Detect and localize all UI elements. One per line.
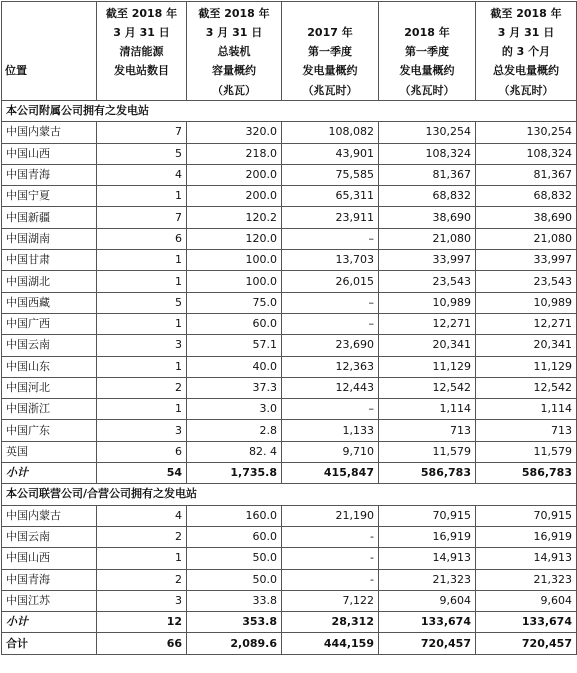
- cell-capacity: 200.0: [187, 186, 282, 207]
- cell-station-count: 2: [97, 526, 187, 547]
- cell-gen-2018-q1: 14,913: [379, 548, 476, 569]
- cell-gen-2017-q1: 108,082: [282, 122, 379, 143]
- cell-capacity: 120.2: [187, 207, 282, 228]
- table-row: [2, 420, 577, 441]
- cell-gen-2018-q1: 130,254: [379, 122, 476, 143]
- cell-gen-3month-total: 16,919: [476, 526, 577, 547]
- cell-gen-2018-q1: 720,457: [379, 633, 476, 654]
- unit-empty: [2, 82, 97, 101]
- cell-gen-2017-q1: –: [282, 399, 379, 420]
- cell-gen-3month-total: 11,579: [476, 441, 577, 462]
- cell-gen-2017-q1: -: [282, 548, 379, 569]
- cell-location: 中国湖北: [2, 271, 97, 292]
- cell-station-count: 1: [97, 548, 187, 569]
- header-2017-q1: 2017 年 第一季度 发电量概约: [282, 2, 379, 83]
- cell-gen-2017-q1: 23,911: [282, 207, 379, 228]
- cell-location: 中国内蒙古: [2, 122, 97, 143]
- cell-capacity: 120.0: [187, 228, 282, 249]
- cell-station-count: 66: [97, 633, 187, 654]
- cell-gen-2017-q1: 444,159: [282, 633, 379, 654]
- cell-location: 中国云南: [2, 526, 97, 547]
- cell-gen-2018-q1: 23,543: [379, 271, 476, 292]
- cell-gen-3month-total: 713: [476, 420, 577, 441]
- table-row: [2, 228, 577, 249]
- table-row: [2, 250, 577, 271]
- table-row: [2, 335, 577, 356]
- cell-gen-2017-q1: 9,710: [282, 441, 379, 462]
- cell-gen-2018-q1: 16,919: [379, 526, 476, 547]
- section-title: 本公司联营公司/合营公司拥有之发电站: [2, 484, 577, 505]
- cell-station-count: 3: [97, 590, 187, 611]
- cell-station-count: 1: [97, 356, 187, 377]
- cell-location: 中国江苏: [2, 590, 97, 611]
- cell-gen-2018-q1: 713: [379, 420, 476, 441]
- cell-location: 中国山西: [2, 143, 97, 164]
- cell-gen-3month-total: 33,997: [476, 250, 577, 271]
- cell-capacity: 50.0: [187, 548, 282, 569]
- cell-location: 英国: [2, 441, 97, 462]
- cell-station-count: 12: [97, 612, 187, 633]
- cell-gen-2018-q1: 33,997: [379, 250, 476, 271]
- cell-gen-2017-q1: 23,690: [282, 335, 379, 356]
- cell-capacity: 60.0: [187, 313, 282, 334]
- cell-gen-3month-total: 1,114: [476, 399, 577, 420]
- cell-gen-2018-q1: 12,542: [379, 377, 476, 398]
- cell-gen-3month-total: 11,129: [476, 356, 577, 377]
- cell-gen-2018-q1: 10,989: [379, 292, 476, 313]
- cell-gen-3month-total: 9,604: [476, 590, 577, 611]
- cell-location: 中国广西: [2, 313, 97, 334]
- header-row: [2, 2, 577, 83]
- table-row: [2, 143, 577, 164]
- cell-capacity: 3.0: [187, 399, 282, 420]
- cell-station-count: 1: [97, 186, 187, 207]
- cell-location: 中国云南: [2, 335, 97, 356]
- cell-location: 小计: [2, 612, 97, 633]
- cell-capacity: 82. 4: [187, 441, 282, 462]
- cell-capacity: 60.0: [187, 526, 282, 547]
- cell-gen-2018-q1: 1,114: [379, 399, 476, 420]
- cell-location: 中国青海: [2, 569, 97, 590]
- cell-station-count: 7: [97, 122, 187, 143]
- cell-gen-2017-q1: 13,703: [282, 250, 379, 271]
- cell-capacity: 57.1: [187, 335, 282, 356]
- cell-gen-2018-q1: 108,324: [379, 143, 476, 164]
- cell-capacity: 160.0: [187, 505, 282, 526]
- cell-gen-3month-total: 70,915: [476, 505, 577, 526]
- header-location: 位置: [2, 2, 97, 83]
- subtotal-row: [2, 612, 577, 633]
- cell-gen-2018-q1: 21,323: [379, 569, 476, 590]
- table-row: [2, 441, 577, 462]
- cell-gen-3month-total: 10,989: [476, 292, 577, 313]
- table-row: [2, 505, 577, 526]
- cell-station-count: 5: [97, 143, 187, 164]
- cell-gen-3month-total: 81,367: [476, 164, 577, 185]
- cell-gen-2017-q1: -: [282, 569, 379, 590]
- cell-gen-3month-total: 720,457: [476, 633, 577, 654]
- cell-location: 合计: [2, 633, 97, 654]
- cell-capacity: 75.0: [187, 292, 282, 313]
- cell-capacity: 40.0: [187, 356, 282, 377]
- cell-capacity: 100.0: [187, 271, 282, 292]
- cell-location: 小计: [2, 463, 97, 484]
- table-row: [2, 271, 577, 292]
- cell-station-count: 1: [97, 399, 187, 420]
- cell-gen-2017-q1: -: [282, 526, 379, 547]
- cell-location: 中国宁夏: [2, 186, 97, 207]
- table-row: [2, 164, 577, 185]
- cell-location: 中国山西: [2, 548, 97, 569]
- cell-gen-3month-total: 14,913: [476, 548, 577, 569]
- cell-location: 中国湖南: [2, 228, 97, 249]
- cell-gen-2017-q1: 26,015: [282, 271, 379, 292]
- cell-gen-3month-total: 21,080: [476, 228, 577, 249]
- cell-gen-3month-total: 586,783: [476, 463, 577, 484]
- cell-capacity: 353.8: [187, 612, 282, 633]
- cell-location: 中国河北: [2, 377, 97, 398]
- header-2018-q1: 2018 年 第一季度 发电量概约: [379, 2, 476, 83]
- cell-station-count: 3: [97, 420, 187, 441]
- cell-station-count: 3: [97, 335, 187, 356]
- cell-gen-3month-total: 130,254: [476, 122, 577, 143]
- unit-empty: [97, 82, 187, 101]
- cell-gen-3month-total: 12,542: [476, 377, 577, 398]
- cell-station-count: 7: [97, 207, 187, 228]
- cell-station-count: 54: [97, 463, 187, 484]
- cell-location: 中国山东: [2, 356, 97, 377]
- cell-gen-2017-q1: 21,190: [282, 505, 379, 526]
- cell-location: 中国甘肃: [2, 250, 97, 271]
- cell-station-count: 2: [97, 377, 187, 398]
- cell-gen-3month-total: 68,832: [476, 186, 577, 207]
- cell-station-count: 1: [97, 271, 187, 292]
- cell-location: 中国西藏: [2, 292, 97, 313]
- cell-capacity: 33.8: [187, 590, 282, 611]
- cell-gen-2018-q1: 12,271: [379, 313, 476, 334]
- table-row: [2, 186, 577, 207]
- table-row: [2, 122, 577, 143]
- cell-gen-3month-total: 23,543: [476, 271, 577, 292]
- cell-gen-3month-total: 20,341: [476, 335, 577, 356]
- cell-gen-2018-q1: 586,783: [379, 463, 476, 484]
- table-row: [2, 569, 577, 590]
- cell-gen-3month-total: 38,690: [476, 207, 577, 228]
- cell-gen-2017-q1: 7,122: [282, 590, 379, 611]
- cell-gen-2017-q1: 12,363: [282, 356, 379, 377]
- cell-capacity: 50.0: [187, 569, 282, 590]
- subtotal-row: [2, 463, 577, 484]
- cell-gen-3month-total: 12,271: [476, 313, 577, 334]
- cell-gen-2017-q1: –: [282, 228, 379, 249]
- cell-capacity: 200.0: [187, 164, 282, 185]
- cell-gen-2017-q1: 75,585: [282, 164, 379, 185]
- unit-3month-total: （兆瓦时）: [476, 82, 577, 101]
- cell-location: 中国浙江: [2, 399, 97, 420]
- table-row: [2, 548, 577, 569]
- cell-gen-2017-q1: –: [282, 292, 379, 313]
- cell-gen-3month-total: 108,324: [476, 143, 577, 164]
- cell-gen-2018-q1: 81,367: [379, 164, 476, 185]
- cell-station-count: 4: [97, 164, 187, 185]
- table-row: [2, 313, 577, 334]
- unit-capacity: （兆瓦）: [187, 82, 282, 101]
- cell-gen-2018-q1: 68,832: [379, 186, 476, 207]
- cell-station-count: 4: [97, 505, 187, 526]
- cell-capacity: 1,735.8: [187, 463, 282, 484]
- cell-gen-2018-q1: 20,341: [379, 335, 476, 356]
- cell-gen-2018-q1: 133,674: [379, 612, 476, 633]
- table-row: [2, 399, 577, 420]
- cell-station-count: 6: [97, 441, 187, 462]
- cell-station-count: 5: [97, 292, 187, 313]
- header-station-count: 截至 2018 年 3 月 31 日 清洁能源 发电站数目: [97, 2, 187, 83]
- cell-station-count: 1: [97, 313, 187, 334]
- cell-capacity: 2.8: [187, 420, 282, 441]
- table-row: [2, 292, 577, 313]
- cell-gen-2018-q1: 38,690: [379, 207, 476, 228]
- cell-gen-3month-total: 133,674: [476, 612, 577, 633]
- cell-gen-2017-q1: 43,901: [282, 143, 379, 164]
- cell-gen-3month-total: 21,323: [476, 569, 577, 590]
- cell-location: 中国青海: [2, 164, 97, 185]
- cell-station-count: 2: [97, 569, 187, 590]
- table-row: [2, 356, 577, 377]
- header-3month-total: 截至 2018 年 3 月 31 日 的 3 个月 总发电量概约: [476, 2, 577, 83]
- cell-gen-2017-q1: 28,312: [282, 612, 379, 633]
- unit-2017-q1: （兆瓦时）: [282, 82, 379, 101]
- cell-capacity: 100.0: [187, 250, 282, 271]
- cell-gen-2018-q1: 21,080: [379, 228, 476, 249]
- table-row: [2, 377, 577, 398]
- cell-station-count: 1: [97, 250, 187, 271]
- cell-gen-2018-q1: 9,604: [379, 590, 476, 611]
- table-row: [2, 207, 577, 228]
- cell-gen-2018-q1: 11,129: [379, 356, 476, 377]
- cell-capacity: 320.0: [187, 122, 282, 143]
- cell-location: 中国内蒙古: [2, 505, 97, 526]
- cell-gen-2018-q1: 70,915: [379, 505, 476, 526]
- cell-gen-2017-q1: 1,133: [282, 420, 379, 441]
- power-station-table: [1, 1, 577, 655]
- table-row: [2, 526, 577, 547]
- cell-gen-2017-q1: 415,847: [282, 463, 379, 484]
- cell-location: 中国广东: [2, 420, 97, 441]
- section2-title-row: [2, 484, 577, 505]
- total-row: [2, 633, 577, 654]
- cell-gen-2018-q1: 11,579: [379, 441, 476, 462]
- section1-title-row: [2, 101, 577, 122]
- cell-gen-2017-q1: 12,443: [282, 377, 379, 398]
- header-capacity: 截至 2018 年 3 月 31 日 总装机 容量概约: [187, 2, 282, 83]
- table-row: [2, 590, 577, 611]
- cell-gen-2017-q1: –: [282, 313, 379, 334]
- cell-capacity: 37.3: [187, 377, 282, 398]
- unit-row: [2, 82, 577, 101]
- unit-2018-q1: （兆瓦时）: [379, 82, 476, 101]
- cell-station-count: 6: [97, 228, 187, 249]
- cell-capacity: 2,089.6: [187, 633, 282, 654]
- section-title: 本公司附属公司拥有之发电站: [2, 101, 577, 122]
- cell-gen-2017-q1: 65,311: [282, 186, 379, 207]
- cell-capacity: 218.0: [187, 143, 282, 164]
- cell-location: 中国新疆: [2, 207, 97, 228]
